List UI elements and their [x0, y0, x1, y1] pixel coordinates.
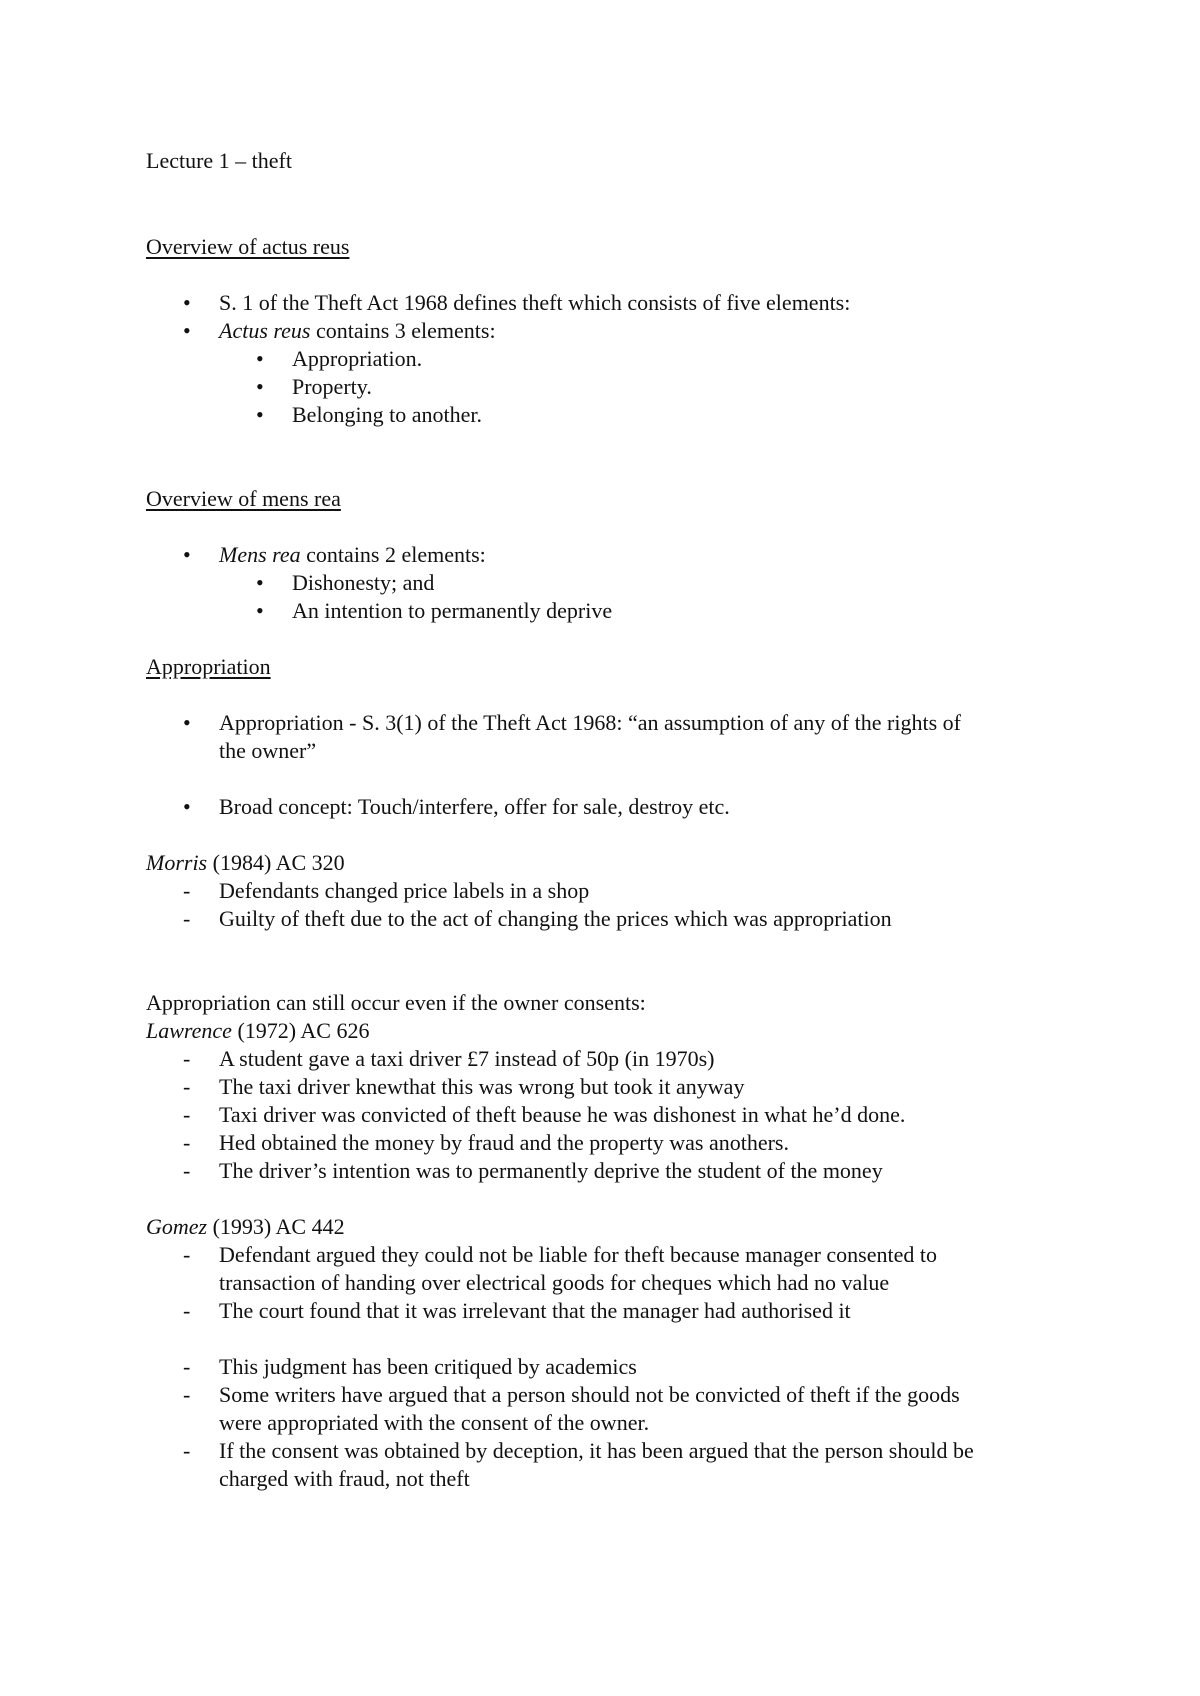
list-item-continuation: transaction of handing over electrical goods for cheques which had no value [219, 1270, 890, 1295]
list-item: Dishonesty; and [292, 570, 435, 595]
case-heading-morris [146, 849, 345, 877]
case-heading-lawrence [146, 1017, 369, 1045]
list-item [219, 317, 496, 345]
list-item: The taxi driver knewthat this was wrong but took it anyway [219, 1074, 745, 1099]
italic-term: Actus reus [219, 318, 311, 343]
list-item-continuation: charged with fraud, not theft [219, 1466, 470, 1491]
dash-marker: - [183, 1074, 191, 1099]
list-item: The driver’s intention was to permanently deprive the student of the money [219, 1158, 883, 1183]
list-item: An intention to permanently deprive [292, 598, 613, 623]
list-item: A student gave a taxi driver £7 instead of 50p (in 1970s) [219, 1046, 715, 1071]
dash-marker: - [183, 1046, 191, 1071]
dash-marker: - [183, 1298, 191, 1323]
case-citation: (1984) AC 320 [207, 850, 345, 875]
list-item: Property. [292, 374, 372, 399]
heading-appropriation: Appropriation [146, 654, 271, 679]
list-item: Appropriation. [292, 346, 423, 371]
list-item: The court found that it was irrelevant that the manager had authorised it [219, 1298, 851, 1323]
list-item: S. 1 of the Theft Act 1968 defines theft which consists of five elements: [219, 290, 851, 315]
list-item-text: contains 2 elements: [300, 542, 486, 567]
list-item: This judgment has been critiqued by academics [219, 1354, 637, 1379]
paragraph: Appropriation can still occur even if the owner consents: [146, 990, 646, 1015]
case-name: Morris [146, 850, 208, 875]
bullet-marker: • [183, 710, 191, 735]
list-item: Belonging to another. [292, 402, 483, 427]
bullet-marker: • [183, 542, 191, 567]
page-title: Lecture 1 – theft [146, 148, 292, 173]
list-item: Appropriation - S. 3(1) of the Theft Act 1968: “an assumption of any of the rights of [219, 710, 961, 735]
bullet-marker: • [256, 374, 264, 399]
bullet-marker: • [256, 346, 264, 371]
list-item-text: contains 3 elements: [310, 318, 496, 343]
heading-actus-reus: Overview of actus reus [146, 234, 350, 259]
list-item: Defendant argued they could not be liable for theft because manager consented to [219, 1242, 937, 1267]
list-item: If the consent was obtained by deception, it has been argued that the person should be [219, 1438, 974, 1463]
bullet-marker: • [256, 570, 264, 595]
list-item-continuation: were appropriated with the consent of the owner. [219, 1410, 650, 1435]
list-item [219, 541, 486, 569]
case-citation: (1993) AC 442 [207, 1214, 345, 1239]
dash-marker: - [183, 1438, 191, 1463]
list-item: Some writers have argued that a person should not be convicted of theft if the goods [219, 1382, 960, 1407]
dash-marker: - [183, 1158, 191, 1183]
dash-marker: - [183, 906, 191, 931]
dash-marker: - [183, 1102, 191, 1127]
case-heading-gomez [146, 1213, 345, 1241]
bullet-marker: • [183, 290, 191, 315]
italic-term: Mens rea [219, 542, 301, 567]
heading-mens-rea: Overview of mens rea [146, 486, 341, 511]
list-item-continuation: the owner” [219, 738, 317, 763]
case-name: Lawrence [146, 1018, 232, 1043]
list-item: Broad concept: Touch/interfere, offer for sale, destroy etc. [219, 794, 730, 819]
case-citation: (1972) AC 626 [231, 1018, 370, 1043]
bullet-marker: • [183, 794, 191, 819]
dash-marker: - [183, 1354, 191, 1379]
bullet-marker: • [183, 318, 191, 343]
dash-marker: - [183, 1382, 191, 1407]
bullet-marker: • [256, 402, 264, 427]
dash-marker: - [183, 1130, 191, 1155]
bullet-marker: • [256, 598, 264, 623]
dash-marker: - [183, 878, 191, 903]
list-item: Guilty of theft due to the act of changing the prices which was appropriation [219, 906, 892, 931]
list-item: Taxi driver was convicted of theft beause he was dishonest in what he’d done. [219, 1102, 906, 1127]
list-item: Hed obtained the money by fraud and the property was anothers. [219, 1130, 789, 1155]
list-item: Defendants changed price labels in a shop [219, 878, 590, 903]
case-name: Gomez [146, 1214, 208, 1239]
dash-marker: - [183, 1242, 191, 1267]
